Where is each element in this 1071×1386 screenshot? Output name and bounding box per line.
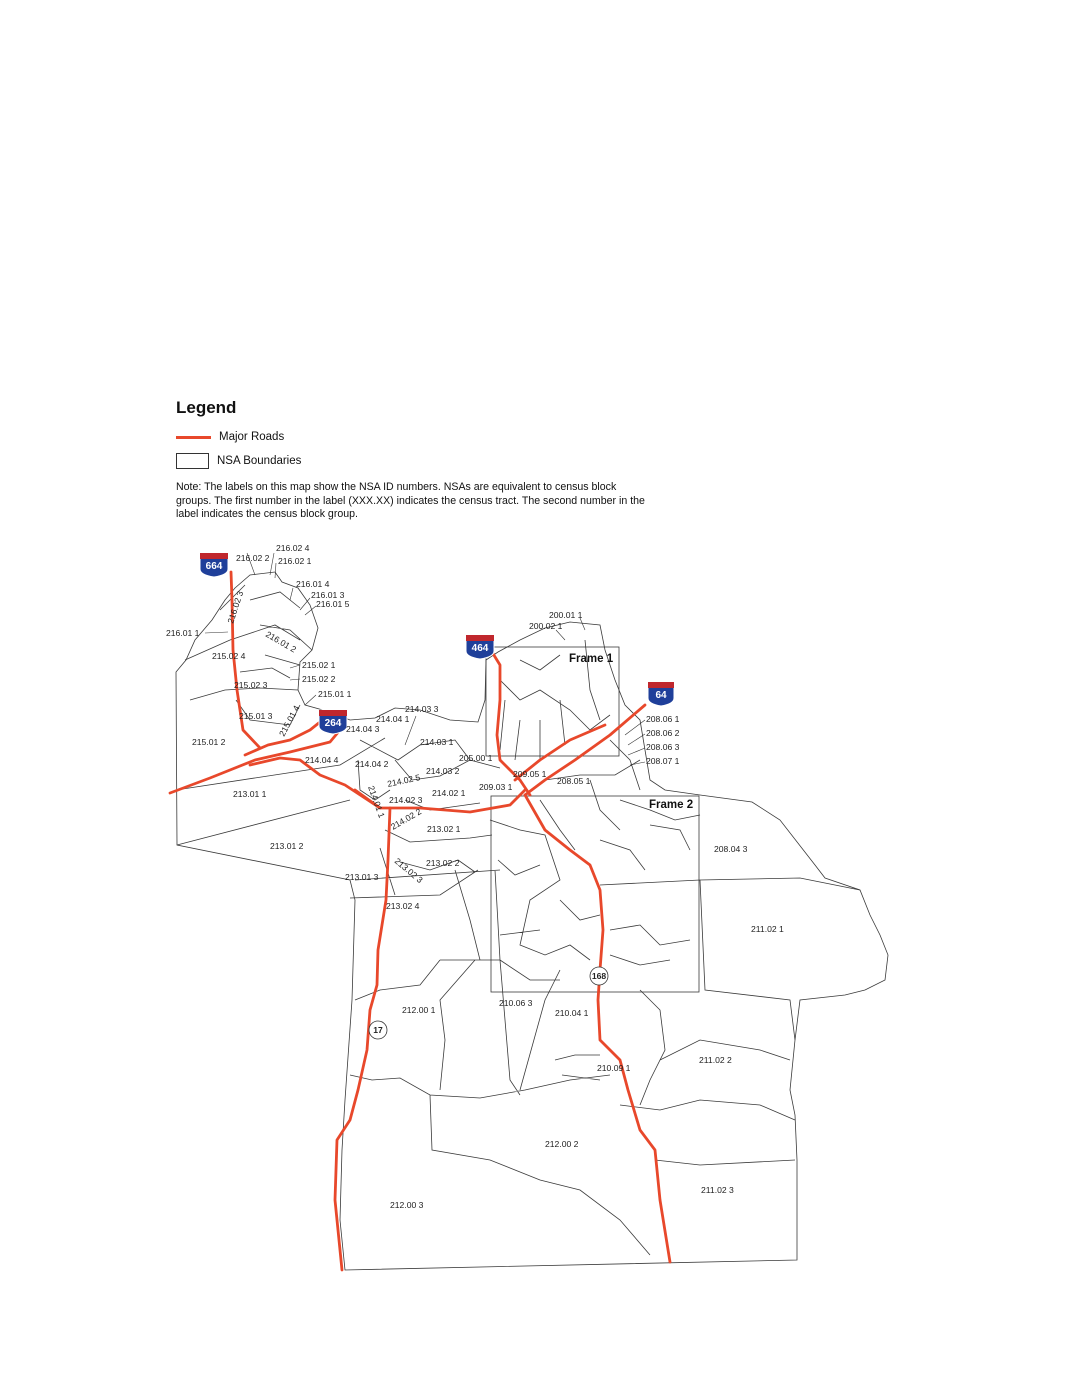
- nsa-label: 216.01 1: [166, 628, 200, 638]
- nsa-label: 208.06 2: [646, 728, 680, 738]
- nsa-label: 209.03 1: [479, 782, 513, 792]
- nsa-label: 214.02 2: [389, 806, 423, 832]
- nsa-label: 200.01 1: [549, 610, 583, 620]
- nsa-label: 213.02 1: [427, 824, 461, 834]
- nsa-label: 213.02 3: [392, 855, 425, 886]
- route-168-marker: [590, 967, 608, 985]
- legend-label-nsa-boundaries: NSA Boundaries: [217, 455, 302, 467]
- nsa-label: 215.02 2: [302, 674, 336, 684]
- route-17-number: 17: [373, 1025, 383, 1035]
- shield-664-number: 664: [205, 561, 223, 572]
- nsa-label: 209.05 1: [513, 769, 547, 779]
- nsa-label: 213.01 3: [345, 872, 379, 882]
- shield-64-number: 64: [655, 690, 667, 701]
- frame-2-label: Frame 2: [649, 799, 694, 811]
- nsa-label: 208.06 1: [646, 714, 680, 724]
- nsa-label: 214.04 3: [346, 724, 380, 734]
- nsa-label: 213.01 1: [233, 789, 267, 799]
- nsa-label: 214.03 2: [426, 766, 460, 776]
- interstate-64-shield: [648, 682, 674, 706]
- nsa-label: 212.00 1: [402, 1005, 436, 1015]
- outer-boundary: [176, 572, 888, 1270]
- nsa-label: 215.01 1: [318, 689, 352, 699]
- legend-title: Legend: [176, 398, 237, 417]
- nsa-label: 216.01 5: [316, 599, 350, 609]
- route-168-number: 168: [591, 971, 607, 981]
- nsa-label: 216.02 3: [225, 589, 246, 625]
- nsa-label: 205.00 1: [459, 753, 493, 763]
- nsa-label: 208.06 3: [646, 742, 680, 752]
- nsa-label: 211.02 3: [701, 1185, 734, 1195]
- nsa-label: 214.04 4: [305, 755, 339, 765]
- interstate-464-shield: [466, 635, 494, 659]
- frame-2-box: [491, 796, 699, 992]
- interstate-664-shield: [200, 553, 228, 577]
- nsa-label: 213.02 2: [426, 858, 460, 868]
- nsa-label: 214.02 5: [386, 772, 422, 789]
- nsa-label: 213.02 4: [386, 901, 420, 911]
- nsa-label: 208.04 3: [714, 844, 748, 854]
- nsa-label: 214.03 1: [420, 737, 454, 747]
- nsa-label: 208.07 1: [646, 756, 680, 766]
- frame-1-label: Frame 1: [569, 653, 614, 665]
- nsa-label: 216.02 4: [276, 543, 310, 553]
- nsa-label: 215.02 3: [234, 680, 268, 690]
- nsa-label: 212.00 3: [390, 1200, 424, 1210]
- boundary-lines: [176, 585, 860, 1255]
- nsa-label: 214.04 2: [355, 759, 389, 769]
- nsa-label: 211.02 2: [699, 1055, 732, 1065]
- nsa-label: 216.01 4: [296, 579, 330, 589]
- nsa-label: 210.04 1: [555, 1008, 589, 1018]
- nsa-label: 216.02 1: [278, 556, 312, 566]
- nsa-label: 214.04 1: [376, 714, 410, 724]
- nsa-label: 215.01 3: [239, 711, 273, 721]
- nsa-label: 212.00 2: [545, 1139, 579, 1149]
- nsa-label: 214.03 3: [405, 704, 439, 714]
- nsa-label: 214.02 1: [432, 788, 466, 798]
- nsa-label: 216.02 2: [236, 553, 270, 563]
- road-168: [525, 795, 670, 1262]
- nsa-label: 200.02 1: [529, 621, 563, 631]
- nsa-label: 215.01 2: [192, 737, 226, 747]
- nsa-label: 210.06 3: [499, 998, 533, 1008]
- interstate-264-shield: [319, 710, 347, 734]
- nsa-label: 211.02 1: [751, 924, 784, 934]
- nsa-label: 216.01 2: [264, 629, 298, 655]
- route-17-marker: [369, 1021, 387, 1039]
- nsa-label: 213.01 2: [270, 841, 304, 851]
- nsa-label: 214.02 3: [389, 795, 423, 805]
- nsa-label: 215.02 4: [212, 651, 246, 661]
- legend-label-major-roads: Major Roads: [219, 431, 285, 443]
- nsa-boundaries: [176, 572, 888, 1270]
- nsa-label: 216.01 3: [311, 590, 345, 600]
- nsa-label: 215.01 4: [276, 703, 302, 738]
- nsa-label: 210.09 1: [597, 1063, 631, 1073]
- shield-264-number: 264: [324, 718, 342, 729]
- nsa-label: 215.02 1: [302, 660, 336, 670]
- nsa-label: 208.05 1: [557, 776, 591, 786]
- major-roads: [170, 572, 670, 1270]
- nsa-label: 214.01 1: [366, 784, 387, 820]
- shield-464-number: 464: [471, 643, 489, 654]
- legend-note: Note: The labels on this map show the NSA ID numbers. NSAs are equivalent to census block groups. The first number in the label (XXX.XX) indicates the census tract. The second number in the label indicates the census block group.: [176, 481, 645, 520]
